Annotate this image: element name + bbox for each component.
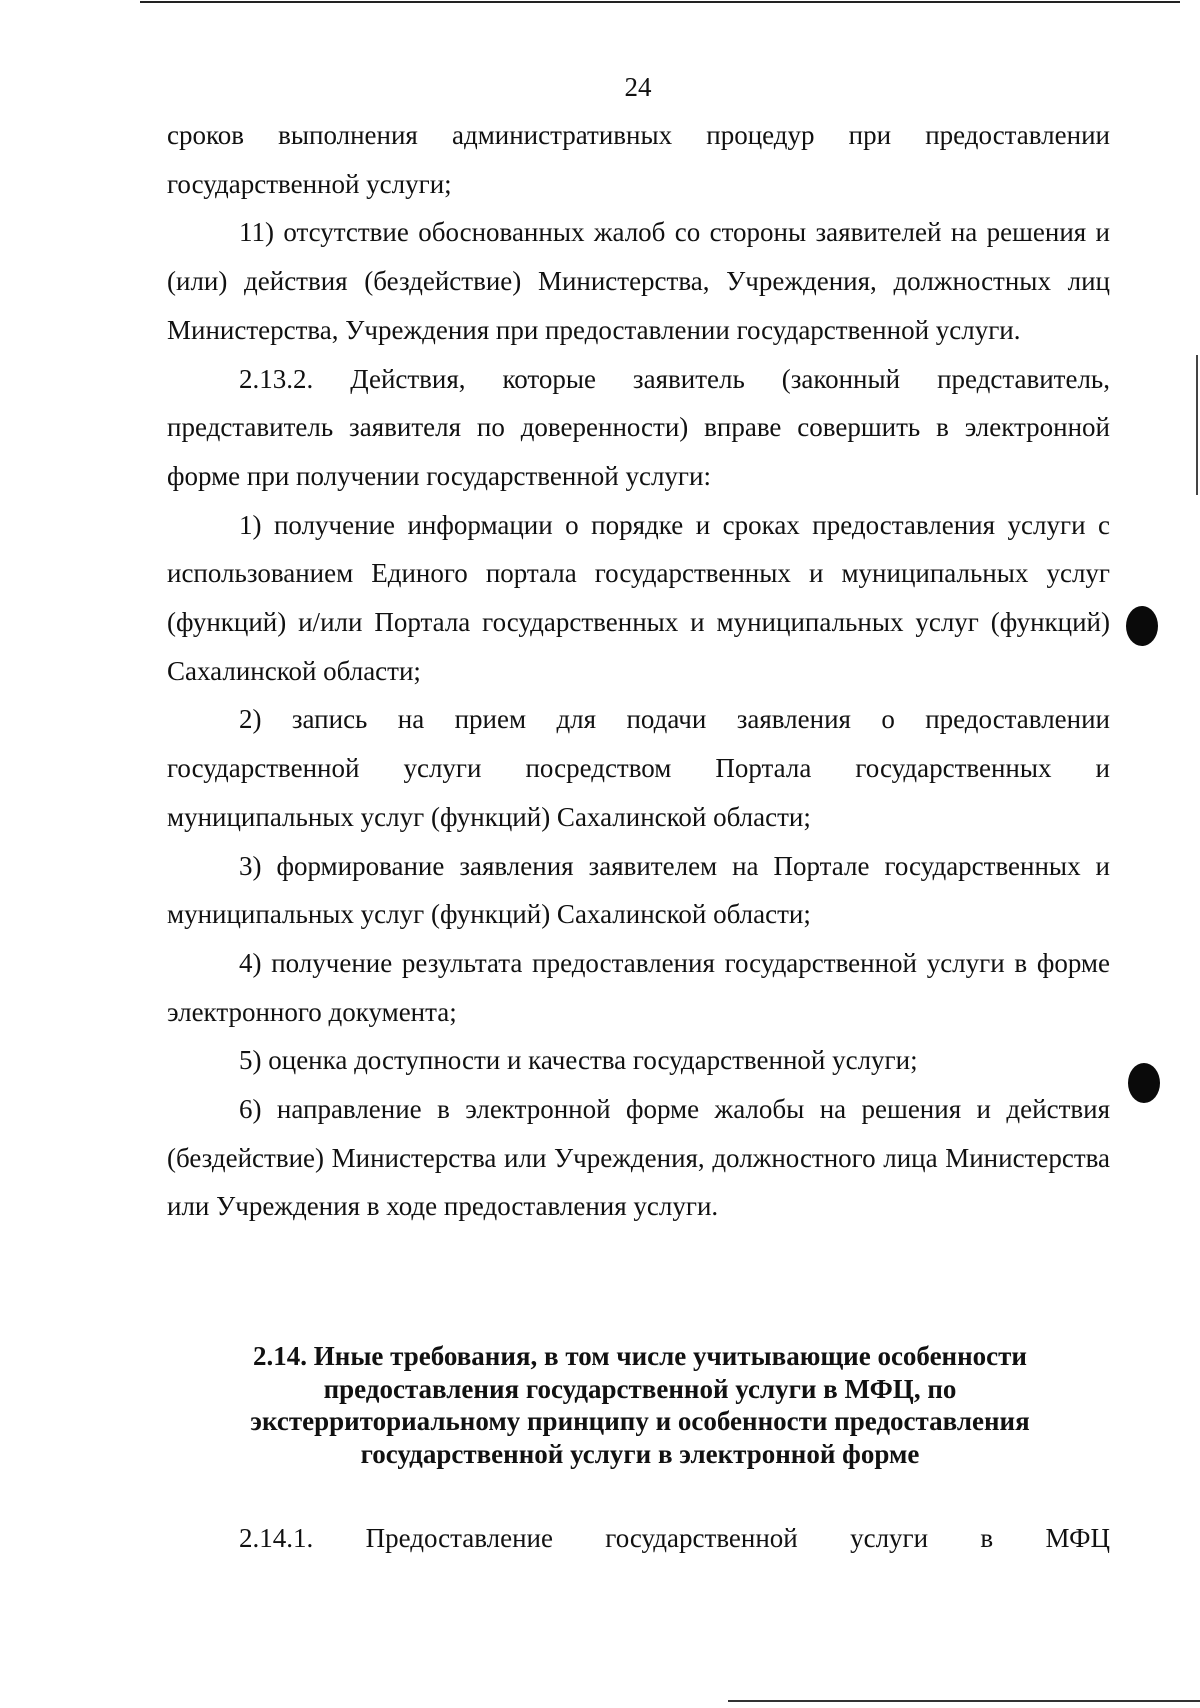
heading-line: государственной услуги в электронной форме <box>360 1438 920 1469</box>
page-number: 24 <box>624 72 652 102</box>
scan-top-edge <box>140 1 1180 3</box>
heading-line: 2.14. Иные требования, в том числе учитывающие особенности <box>253 1341 1027 1371</box>
paragraph-item-6: 6) направление в электронной форме жалобы на решения и действия (бездействие) Министерства или Учреждения, должностного лица Министерства или Учреждения в ходе предоставления услуги. <box>167 1094 1110 1222</box>
paragraph-2-14-1: 2.14.1. Предоставление государственной услуги в МФЦ <box>239 1523 1110 1553</box>
heading-line: экстерриториальному принципу и особенности предоставления <box>250 1406 1030 1436</box>
paragraph-2-13-2: 2.13.2. Действия, которые заявитель (законный представитель, представитель заявителя по доверенности) вправе совершить в электронной форме при получении государственной услуги: <box>167 363 1110 491</box>
section-heading-2-14 <box>200 1340 1080 1470</box>
paragraph-item-5: 5) оценка доступности и качества государственной услуги; <box>239 1045 918 1076</box>
paragraph-item-4: 4) получение результата предоставления государственной услуги в форме электронного документа; <box>167 947 1110 1027</box>
paragraph-item-1: 1) получение информации о порядке и сроках предоставления услуги с использованием Единого портала государственных и муниципальных услуг (функций) и/или Портала государственных и муниципальных услуг (функций) Сахалинской области; <box>167 509 1110 686</box>
body-text <box>167 111 1110 1231</box>
paragraph-item-3: 3) формирование заявления заявителем на Портале государственных и муниципальных услуг (функций) Сахалинской области; <box>167 850 1110 930</box>
heading-line: предоставления государственной услуги в МФЦ, по <box>323 1373 957 1404</box>
paragraph-item-2: 2) запись на прием для подачи заявления о предоставлении государственной услуги посредством Портала государственных и муниципальных услуг (функций) Сахалинской области; <box>167 704 1110 832</box>
scan-bottom-edge <box>728 1700 1200 1702</box>
scan-right-edge <box>1196 355 1198 495</box>
paragraph-continuation: сроков выполнения административных процедур при предоставлении государственной услуги; <box>167 120 1110 199</box>
punch-hole-mark <box>1128 1063 1160 1103</box>
punch-hole-mark <box>1126 606 1158 646</box>
paragraph-item-11: 11) отсутствие обоснованных жалоб со стороны заявителей на решения и (или) действия (бездействие) Министерства, Учреждения, должностных лиц Министерства, Учреждения при предоставлении государственной услуги. <box>167 217 1110 345</box>
